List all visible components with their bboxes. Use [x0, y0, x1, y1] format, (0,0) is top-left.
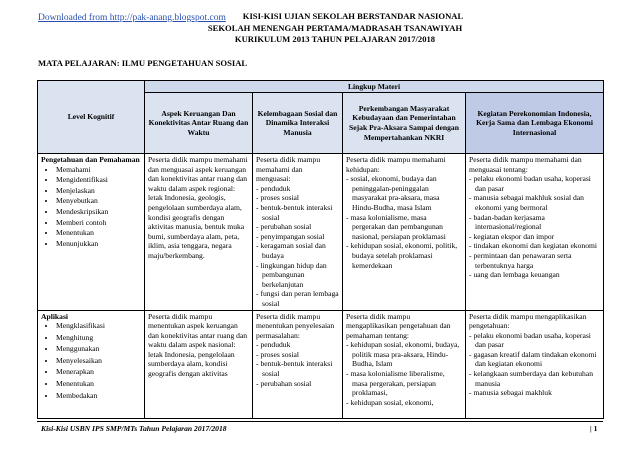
cell-col-3 [343, 310, 466, 418]
cell-col-1 [145, 154, 253, 311]
title-line-3: KURIKULUM 2013 TAHUN PELAJARAN 2017/2018 [234, 34, 436, 44]
list-item: • Menerapkan [56, 367, 141, 377]
list-item: • Menunjukkan [56, 239, 141, 249]
list-item: - lingkungan hidup dan pembangunan berkelanjutan [256, 261, 339, 290]
cell-intro: Peserta didik mampu memahami dan menguasai tentang: [469, 155, 582, 174]
item-list [256, 184, 339, 309]
level-name: Pengetahuan dan Pemahaman [41, 155, 140, 164]
cell-text: Peserta didik mampu menentukan aspek keruangan dan konektivitas antar ruang dan waktu dalam aspek nasional: letak Indonesia, pengelolaan sumberdaya alam, kondisi geografis dengan aktivitas [148, 311, 250, 379]
subject-heading: MATA PELAJARAN: ILMU PENGETAHUAN SOSIAL [38, 58, 248, 68]
list-item: - perubahan sosial [256, 379, 339, 389]
list-item: • Menentukan [56, 228, 141, 238]
list-item: - sosial, ekonomi, budaya dan peninggalan-peninggalan masyarakat pra-aksara, masa Hindu-Budha, masa Islam [346, 174, 462, 212]
list-item: - permintaan dan penawaran serta terbentuknya harga [469, 251, 600, 270]
level-name: Aplikasi [41, 311, 69, 321]
list-item: - kegiatan ekspor dan impor [469, 232, 600, 242]
document-title [150, 11, 520, 46]
list-item: • Memahami [56, 165, 141, 175]
header-col-2: Kelembagaan Sosial dan Dinamika Interaksi Manusia [253, 93, 343, 154]
item-list [346, 174, 462, 270]
cell-col-1 [145, 310, 253, 418]
cell-col-4 [466, 154, 604, 311]
level-cell [38, 154, 145, 311]
list-item: - manusia sebagai makhluk sosial dan ekonomi yang bermoral [469, 193, 600, 212]
verb-list [41, 321, 141, 400]
list-item: • Menggunakan [56, 344, 141, 354]
list-item: - pelaku ekonomi badan usaha, koperasi dan pasar [469, 331, 600, 350]
list-item: - proses sosial [256, 193, 339, 203]
list-item: - penduduk [256, 340, 339, 350]
cell-intro: Peserta didik mampu mengaplikasikan pengetahuan dan pemahaman tentang: [346, 311, 451, 340]
cell-col-2 [253, 310, 343, 418]
item-list [346, 340, 462, 407]
header-level-kognitif: Level Kognitif [38, 81, 145, 154]
page-number: | 1 [590, 424, 598, 433]
list-item: - keragaman sosial dan budaya [256, 241, 339, 260]
list-item: • Menyelesaikan [56, 356, 141, 366]
list-item: • Mengidentifikasi [56, 175, 141, 185]
cell-intro: Peserta didik mampu memahami kehidupan: [346, 155, 446, 174]
list-item: • Memberi contoh [56, 218, 141, 228]
list-item: - masa kolonialisme liberalisme, masa pergerakan, persiapan proklamasi, [346, 369, 462, 398]
list-item: - uang dan lembaga keuangan [469, 270, 600, 280]
list-item: • Menjelaskan [56, 186, 141, 196]
list-item: • Mendeskripsikan [56, 207, 141, 217]
list-item: • Membedakan [56, 391, 141, 401]
item-list [469, 174, 600, 280]
list-item: - masa kolonialisme, masa pergerakan dan pembangunan nasional, persiapan proklamasi [346, 213, 462, 242]
list-item: - kehidupan sosial, ekonomi, [346, 398, 462, 408]
cell-text: Peserta didik mampu memahami dan menguasai aspek keruangan dan konektivitas antar ruang dan waktu dalam aspek regional: letak Indonesia, geologis, pengelolaan sumberdaya alam, kondisi geografis dengan aktivitas manusia, bentuk muka bumi, sumberdaya alam, peta, iklim, asia tenggara, negara maju/berkembang. [148, 155, 250, 260]
list-item: - proses sosial [256, 350, 339, 360]
cell-intro: Peserta didik mampu menentukan penyelesaian permasalahan: [256, 311, 335, 340]
header-lingkup-materi: Lingkup Materi [145, 81, 604, 93]
footer-document-name: Kisi-Kisi USBN IPS SMP/MTs Tahun Pelajaran 2017/2018 [41, 424, 227, 433]
header-col-4: Kegiatan Perekonomian Indonesia, Kerja Sama dan Lembaga Ekonomi Internasional [466, 93, 604, 154]
list-item: - bentuk-bentuk interaksi sosial [256, 203, 339, 222]
list-item: - kelangkaan sumberdaya dan kebutuhan manusia [469, 369, 600, 388]
list-item: • Mengklasifikasi [56, 321, 141, 331]
list-item: • Menghitung [56, 333, 141, 343]
list-item: - gagasan kreatif dalam tindakan ekonomi dan kegiatan ekonomi [469, 350, 600, 369]
level-cell [38, 310, 145, 418]
cell-intro: Peserta didik mampu memahami dan menguasai: [256, 155, 321, 184]
table-row [38, 154, 604, 311]
table-row [38, 310, 604, 418]
list-item: - kehidupan sosial, ekonomi, politik, budaya setelah proklamasi kemerdekaan [346, 241, 462, 270]
cell-intro: Peserta didik mampu mengaplikasikan pengetahuan: [469, 311, 587, 331]
title-line-1: KISI-KISI UJIAN SEKOLAH BERSTANDAR NASIONAL [242, 11, 464, 21]
header-col-3: Perkembangan Masyarakat Kebudayaan dan Pemerintahan Sejak Pra-Aksara Sampai dengan Mempertahankan NKRI [343, 93, 466, 154]
kisi-kisi-table [37, 80, 604, 419]
list-item: - penyimpangan sosial [256, 232, 339, 242]
cell-col-2 [253, 154, 343, 311]
list-item: - bentuk-bentuk interaksi sosial [256, 359, 339, 378]
list-item: - perubahan sosial [256, 222, 339, 232]
list-item: - pelaku ekonomi badan usaha, koperasi dan pasar [469, 174, 600, 193]
list-item: - fungsi dan peran lembaga sosial [256, 289, 339, 308]
list-item: - manusia sebagai makhluk [469, 388, 600, 398]
title-line-2: SEKOLAH MENENGAH PERTAMA/MADRASAH TSANAWIYAH [207, 22, 463, 33]
list-item: - tindakan ekonomi dan kegiatan ekonomi [469, 241, 600, 251]
download-link[interactable]: Downloaded from http://pak-anang.blogspot.com [38, 13, 226, 23]
list-item: - badan-badan kerjasama internasional/regional [469, 213, 600, 232]
cell-col-4 [466, 310, 604, 418]
item-list [256, 340, 339, 388]
list-item: - kehidupan sosial, ekonomi, budaya, politik masa pra-aksara, Hindu-Budha, Islam [346, 340, 462, 369]
verb-list [41, 165, 141, 249]
header-col-1: Aspek Keruangan Dan Konektivitas Antar Ruang dan Waktu [145, 93, 253, 154]
list-item: - penduduk [256, 184, 339, 194]
item-list [469, 331, 600, 398]
cell-col-3 [343, 154, 466, 311]
list-item: • Menentukan [56, 379, 141, 389]
footer-divider [37, 421, 603, 422]
list-item: • Menyebutkan [56, 196, 141, 206]
